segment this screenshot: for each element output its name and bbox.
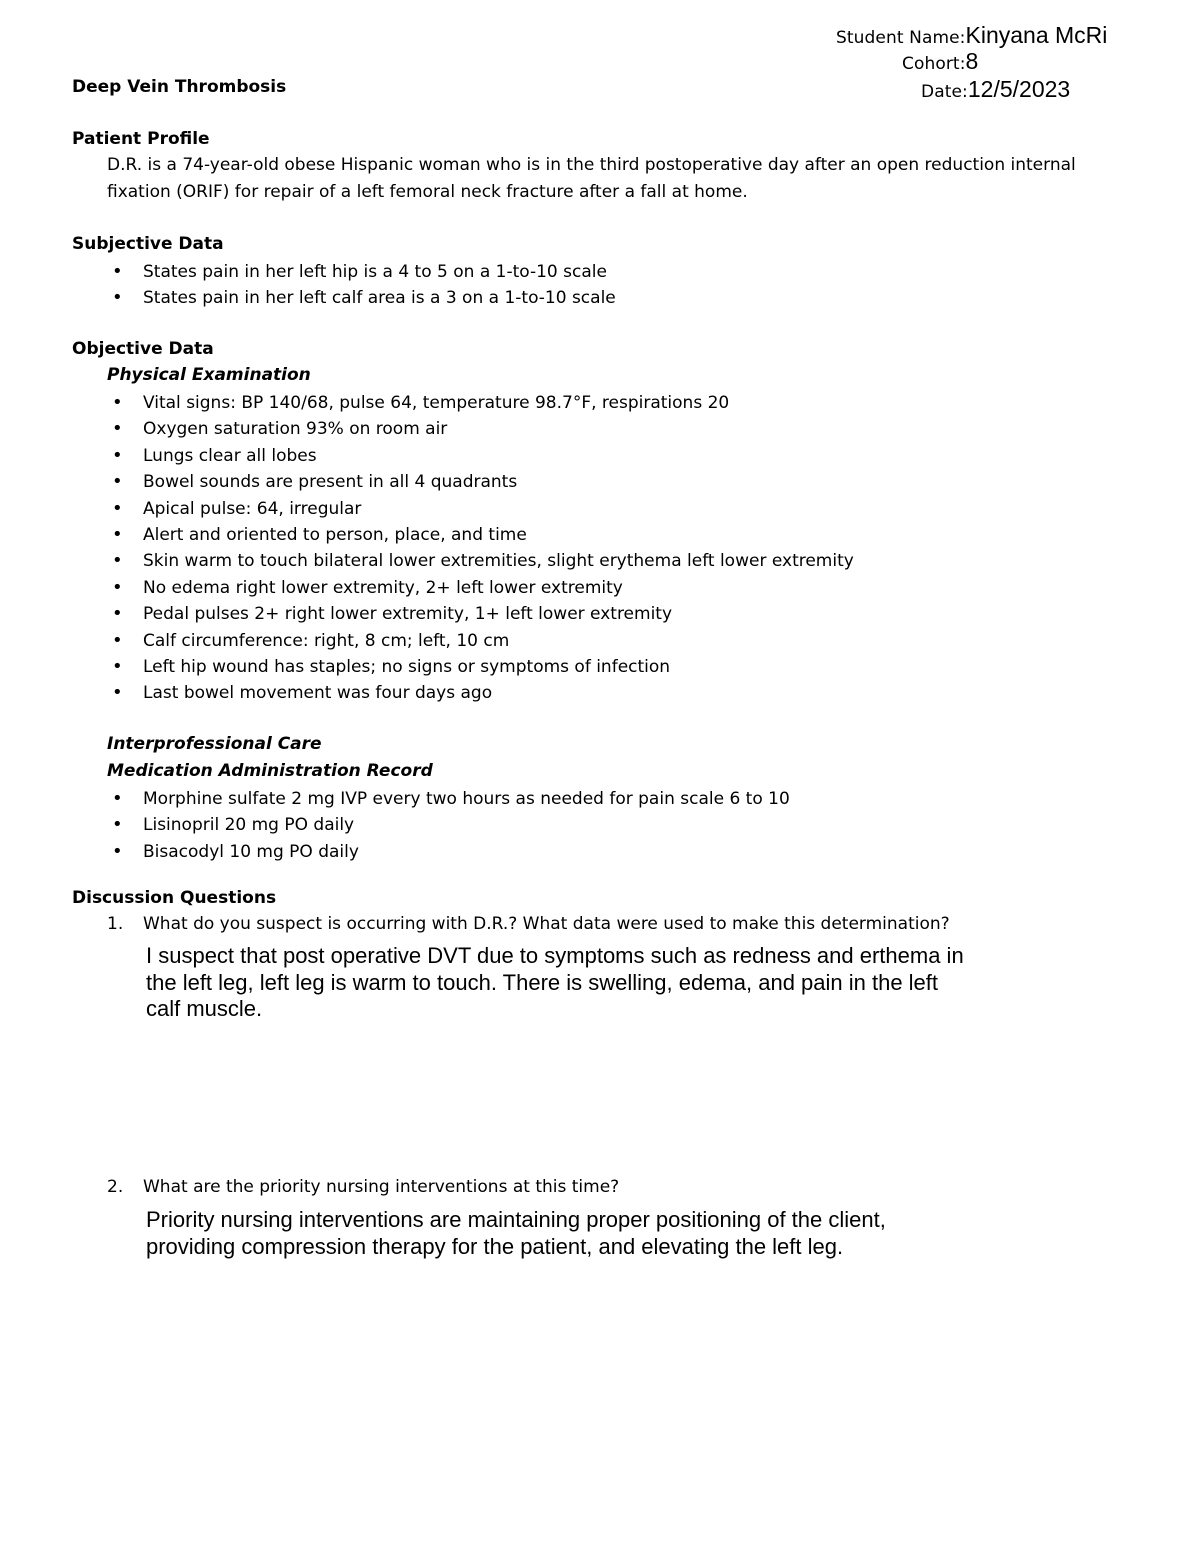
question-number: 1.: [107, 914, 124, 934]
list-item: • Bisacodyl 10 mg PO daily: [72, 839, 790, 865]
subjective-data-heading: Subjective Data: [72, 234, 224, 254]
list-item: • Oxygen saturation 93% on room air: [72, 416, 854, 442]
date-label: Date:: [921, 82, 968, 102]
student-name-value: Kinyana McRi: [965, 22, 1108, 48]
question-number: 2.: [107, 1177, 124, 1197]
list-item: • Bowel sounds are present in all 4 quadrants: [72, 469, 854, 495]
list-item: • Vital signs: BP 140/68, pulse 64, temperature 98.7°F, respirations 20: [72, 390, 854, 416]
patient-profile-heading: Patient Profile: [72, 129, 210, 149]
list-item: • Pedal pulses 2+ right lower extremity, 1+ left lower extremity: [72, 601, 854, 627]
list-item: • Morphine sulfate 2 mg IVP every two hours as needed for pain scale 6 to 10: [72, 786, 790, 812]
date-value: 12/5/2023: [967, 76, 1071, 102]
list-item: • Alert and oriented to person, place, and time: [72, 522, 854, 548]
document-title: Deep Vein Thrombosis: [72, 77, 287, 97]
cohort-row: [902, 48, 978, 75]
student-name-label: Student Name:: [836, 28, 966, 48]
interprofessional-care-heading: Interprofessional Care: [107, 734, 322, 754]
list-item: • States pain in her left calf area is a 3 on a 1-to-10 scale: [72, 285, 616, 311]
list-item: • Apical pulse: 64, irregular: [72, 496, 854, 522]
discussion-questions-heading: Discussion Questions: [72, 888, 277, 908]
objective-data-heading: Objective Data: [72, 339, 214, 359]
list-item: • No edema right lower extremity, 2+ left lower extremity: [72, 575, 854, 601]
list-item: • Calf circumference: right, 8 cm; left, 10 cm: [72, 628, 854, 654]
cohort-label: Cohort:: [902, 54, 966, 74]
patient-profile-line: D.R. is a 74-year-old obese Hispanic woman who is in the third postoperative day after an open reduction internal: [107, 155, 1076, 175]
list-item: • Lungs clear all lobes: [72, 443, 854, 469]
medication-list: [72, 786, 790, 865]
list-item: • Lisinopril 20 mg PO daily: [72, 812, 790, 838]
subjective-data-list: [72, 259, 616, 312]
question-text: What do you suspect is occurring with D.R.? What data were used to make this determination?: [143, 914, 950, 934]
list-item: • Skin warm to touch bilateral lower extremities, slight erythema left lower extremity: [72, 548, 854, 574]
list-item: • Left hip wound has staples; no signs or symptoms of infection: [72, 654, 854, 680]
answer-text: Priority nursing interventions are maintaining proper positioning of the client, providing compression therapy for the patient, and elevating the left leg.: [146, 1207, 886, 1259]
question-text: What are the priority nursing interventions at this time?: [143, 1177, 620, 1197]
student-name-row: [836, 22, 1107, 49]
patient-profile-text: [107, 152, 1076, 206]
list-item: • States pain in her left hip is a 4 to 5 on a 1-to-10 scale: [72, 259, 616, 285]
answer-text: I suspect that post operative DVT due to symptoms such as redness and erthema in the left leg, left leg is warm to touch. There is swelling, edema, and pain in the left calf muscle.: [146, 943, 964, 1021]
list-item: • Last bowel movement was four days ago: [72, 680, 854, 706]
objective-data-list: [72, 390, 854, 707]
date-row: [921, 76, 1070, 103]
medication-record-subheading: Medication Administration Record: [107, 761, 433, 781]
patient-profile-line: fixation (ORIF) for repair of a left femoral neck fracture after a fall at home.: [107, 182, 748, 202]
cohort-value: 8: [965, 48, 979, 74]
physical-examination-subheading: Physical Examination: [107, 365, 311, 385]
